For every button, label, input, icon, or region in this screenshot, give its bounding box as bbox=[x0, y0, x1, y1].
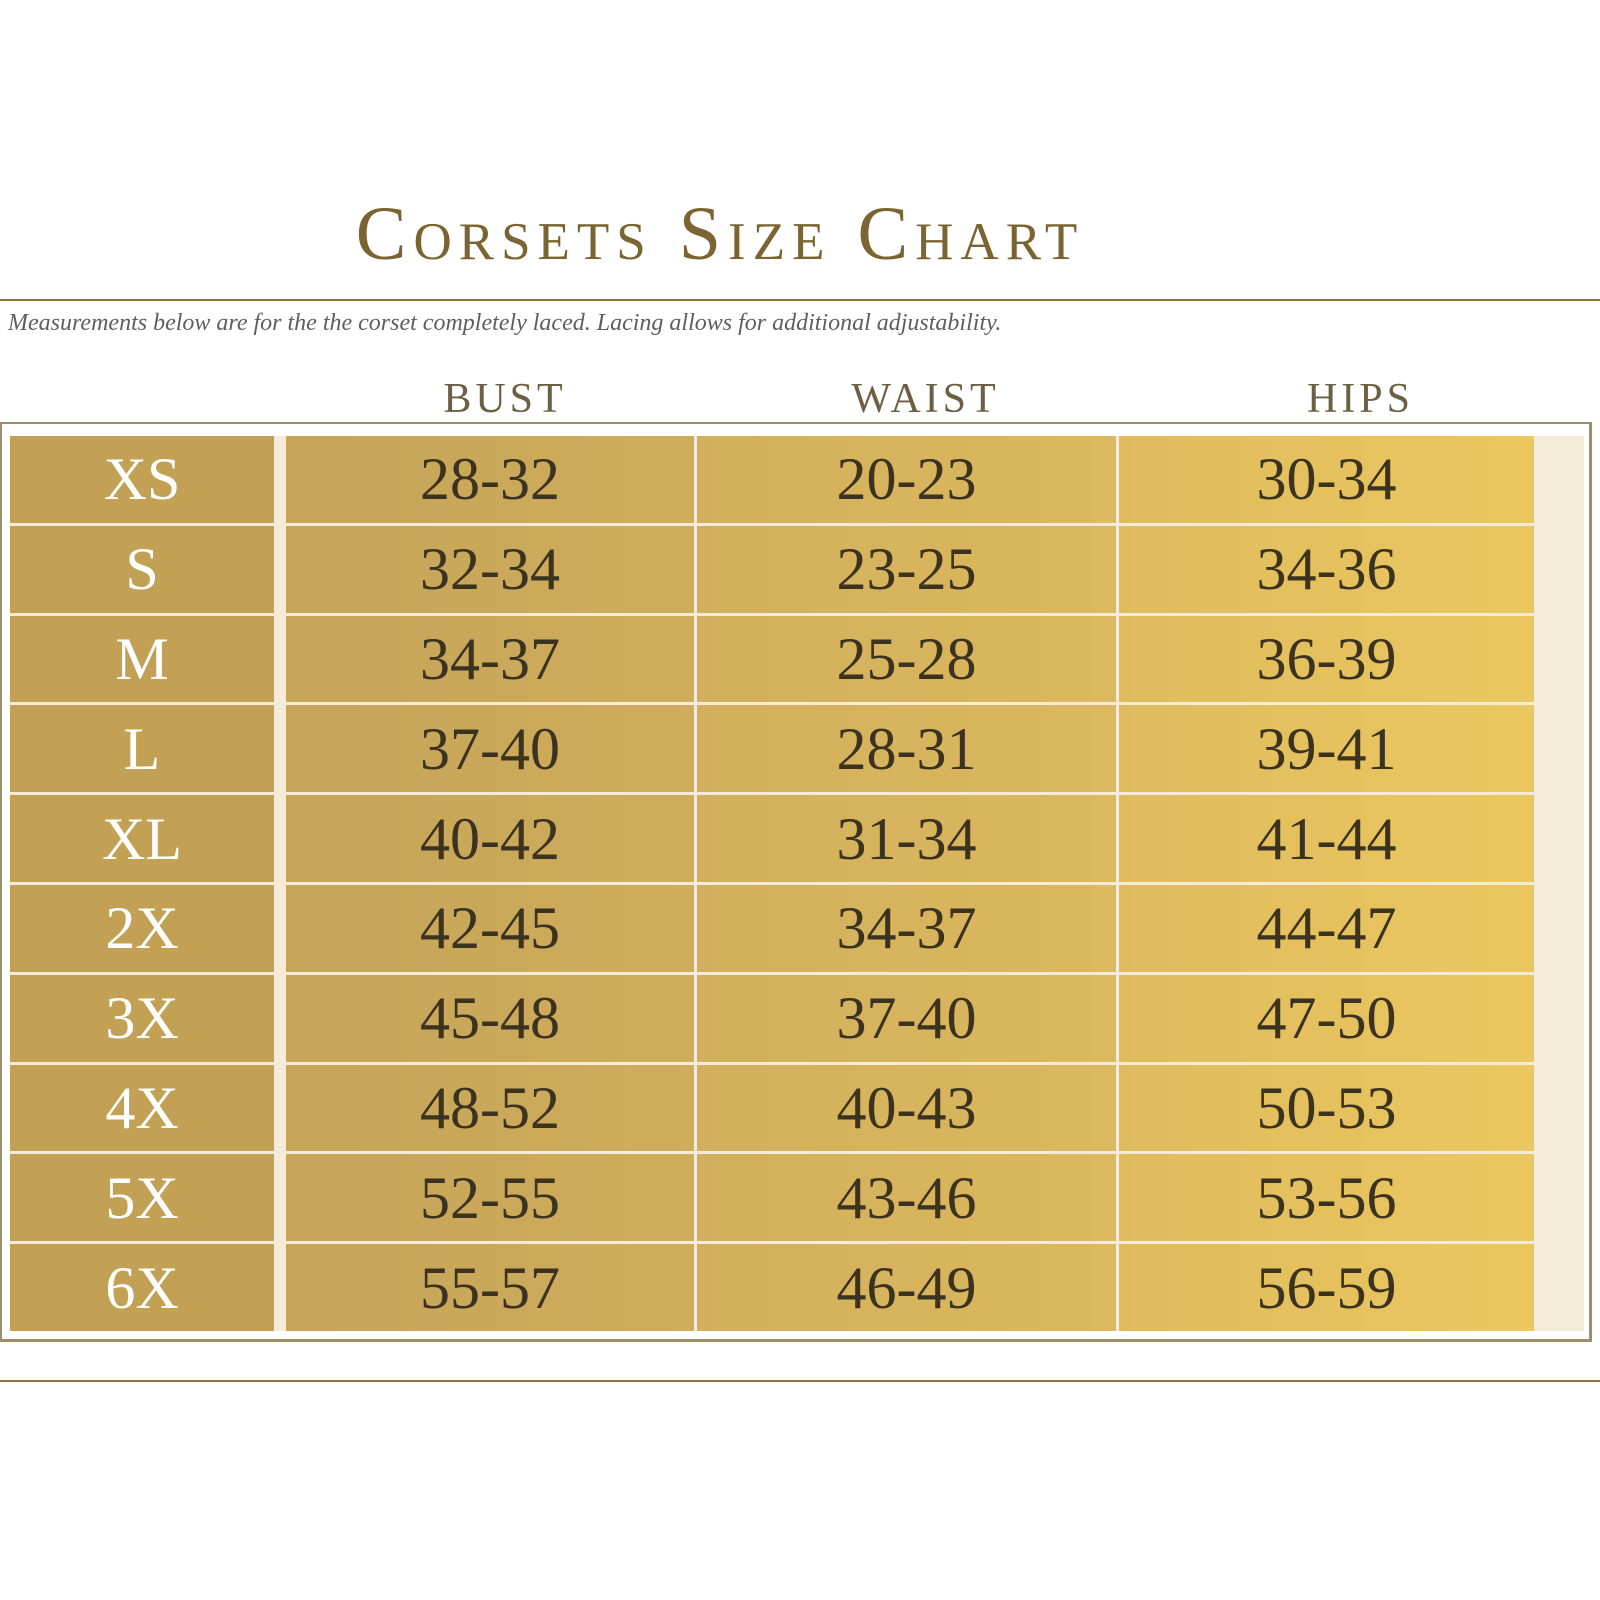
bust-value-cell: 40-42 bbox=[286, 795, 694, 882]
bust-value-cell: 55-57 bbox=[286, 1244, 694, 1331]
waist-value-cell: 46-49 bbox=[697, 1244, 1116, 1331]
column-header-hips: HIPS bbox=[1306, 376, 1415, 422]
hips-value-cell: 50-53 bbox=[1119, 1065, 1534, 1152]
waist-value-cell: 25-28 bbox=[697, 616, 1116, 703]
bust-value-cell: 37-40 bbox=[286, 705, 694, 792]
size-table bbox=[10, 436, 1584, 1331]
size-label-cell: 2X bbox=[10, 885, 274, 972]
waist-value-cell: 23-25 bbox=[697, 526, 1116, 613]
waist-value-cell: 20-23 bbox=[697, 436, 1116, 523]
size-label-cell: L bbox=[10, 705, 274, 792]
size-label-cell: 4X bbox=[10, 1065, 274, 1152]
page-title: Corsets Size Chart bbox=[355, 192, 1085, 276]
bust-value-cell: 28-32 bbox=[286, 436, 694, 523]
size-label-cell: XS bbox=[10, 436, 274, 523]
bust-value-cell: 52-55 bbox=[286, 1154, 694, 1241]
waist-value-cell: 43-46 bbox=[697, 1154, 1116, 1241]
size-label-cell: S bbox=[10, 526, 274, 613]
hips-value-cell: 39-41 bbox=[1119, 705, 1534, 792]
hips-value-cell: 41-44 bbox=[1119, 795, 1534, 882]
hips-value-cell: 36-39 bbox=[1119, 616, 1534, 703]
top-divider bbox=[0, 299, 1600, 301]
hips-value-cell: 56-59 bbox=[1119, 1244, 1534, 1331]
bottom-divider bbox=[0, 1380, 1600, 1382]
size-label-cell: M bbox=[10, 616, 274, 703]
column-header-bust: BUST bbox=[443, 376, 567, 422]
hips-value-cell: 53-56 bbox=[1119, 1154, 1534, 1241]
waist-value-cell: 34-37 bbox=[697, 885, 1116, 972]
bust-value-cell: 32-34 bbox=[286, 526, 694, 613]
waist-value-cell: 40-43 bbox=[697, 1065, 1116, 1152]
bust-value-cell: 34-37 bbox=[286, 616, 694, 703]
hips-value-cell: 47-50 bbox=[1119, 975, 1534, 1062]
waist-value-cell: 31-34 bbox=[697, 795, 1116, 882]
subtitle-note: Measurements below are for the the corset completely laced. Lacing allows for additional adjustability. bbox=[8, 310, 1002, 336]
bust-value-cell: 48-52 bbox=[286, 1065, 694, 1152]
hips-value-cell: 34-36 bbox=[1119, 526, 1534, 613]
size-label-cell: XL bbox=[10, 795, 274, 882]
bust-value-cell: 45-48 bbox=[286, 975, 694, 1062]
waist-value-cell: 37-40 bbox=[697, 975, 1116, 1062]
size-label-cell: 6X bbox=[10, 1244, 274, 1331]
size-label-cell: 5X bbox=[10, 1154, 274, 1241]
hips-value-cell: 30-34 bbox=[1119, 436, 1534, 523]
hips-value-cell: 44-47 bbox=[1119, 885, 1534, 972]
waist-value-cell: 28-31 bbox=[697, 705, 1116, 792]
column-header-waist: WAIST bbox=[851, 376, 1000, 422]
size-label-cell: 3X bbox=[10, 975, 274, 1062]
bust-value-cell: 42-45 bbox=[286, 885, 694, 972]
